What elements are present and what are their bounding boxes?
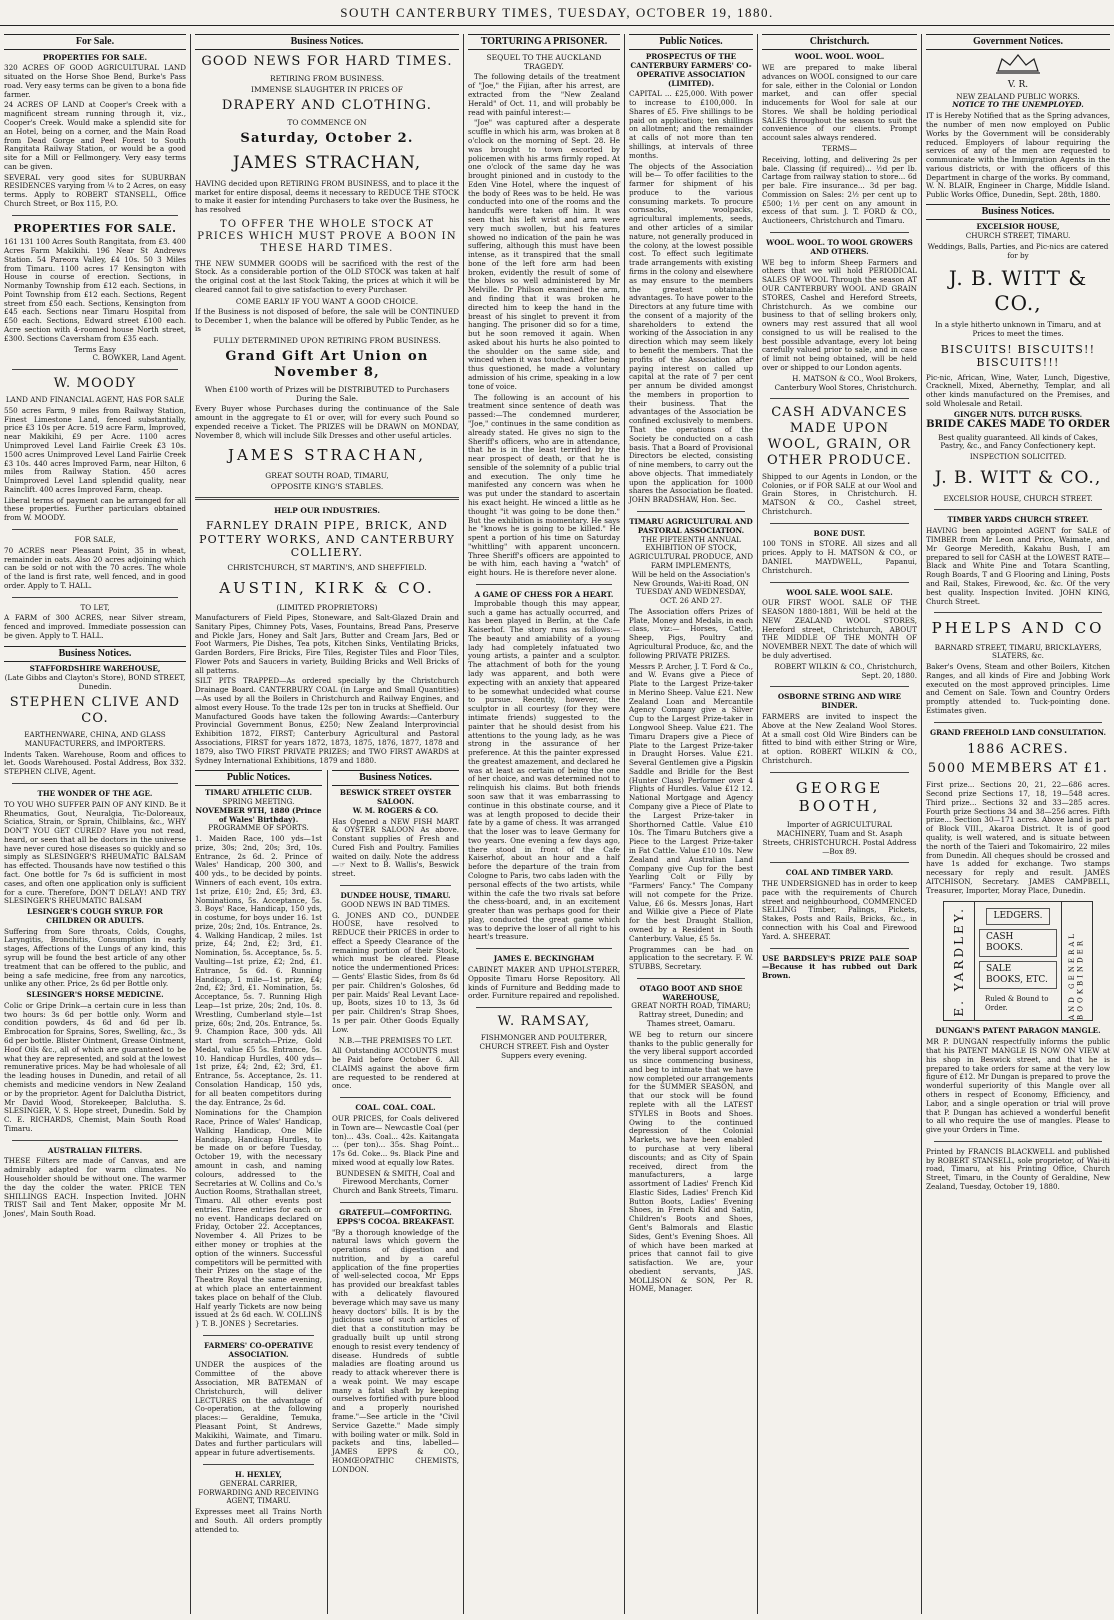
ad-subheading: EXCELSIOR HOUSE, CHURCH STREET.	[943, 493, 1093, 503]
ad-text: HAVING been appointed AGENT for SALE of TIMBER from Mr Leon and Price, Waimate, and Mr George Meredith, Kakahu Bush, I am prepared to sell for CASH at the LOWEST RATE— Black and White Pine and Totara Scantling, Rough Boards, T and G Flooring and Lining, Posts and Rail, Stakes, Firewood, &c. &c. Of the very best quality. Inspection Invited. JOHN KING, Church Street.	[926, 526, 1110, 606]
ledger-advertisement	[943, 901, 1093, 1021]
ad-heading: H. HEXLEY,	[235, 1470, 282, 1479]
section-header: Public Notices.	[629, 34, 753, 50]
ad-subheading: LAND AND FINANCIAL AGENT, HAS FOR SALE	[5, 395, 185, 405]
ad-heading: FOR SALE,	[74, 534, 116, 544]
divider	[934, 722, 1102, 723]
ad-heading: OTAGO BOOT AND SHOE WAREHOUSE,	[639, 983, 743, 1002]
ad-text: First prize... Sections 20, 21, 22—686 acres. Second prize Sections 17, 18, 19—548 acres. Third prize... Sections 32 and 33—285 acres. Fourth prize Sections 34 and 38—256 acres. Fifth prize... Section 30—171 acres. Above land is part of Block VIII., Akaroa District. It is of good quality, is well watered, and is situate between the north of the Taieri and Tokomairiro, 22 miles from Dunedin. All cheques should be crossed and have 1s added for exchange. Two stamps necessary for reply and result. JAMES AITCHISON, Secretary. JAMES CAMPBELL, Treasurer, Importer, Moray Place, Dunedin.	[926, 780, 1110, 895]
ad-text: G. JONES AND CO., DUNDEE HOUSE, have resolved to REDUCE their PRICES in order to effect a Speedy Clearance of the remaining portion of their Stock, which must be cleared. Please notice the undermentioned Prices:— Gents' Elastic Sides, from 8s 6d per pair. Children's Goloshes, 6d per pair. Maids' Real Levant Lace-up, Boots, sizes 10 to 13, 3s 6d per pair. Children's Strap Shoes, 1s per pair. Other Goods Equally Low.	[332, 910, 459, 1034]
ad-subheading: TERMS—	[822, 144, 857, 153]
ad-text: 161 131 100 Acres South Rangitata, from £3. 400 Acres Farm Makikihi. 196 Near St Andrews Station. 54 Pareora Valley, £4 10s. 50 3 Miles from Timaru. 1100 acres 17 Kensington with House in course of erection. Sections, in Normanby Township from £12 each. Sections, in Point Township from £12 each. Sections, Regent street from £50 each. Sections, Kensington from £45 each. Sections near Timaru Hospital from £50 each. Sections, Edward street £100 each. Acre section with 4-roomed house North street, £300. Sections Caversham from £35 each.	[4, 237, 186, 343]
ad-text: Shipped to our Agents in London, or the Colonies, or if FOR SALE at our Wool and Grain Stores, in Christchurch. H. MATSON & CO., Cashel street, Christchurch.	[762, 471, 917, 516]
ad-heading: J. B. WITT & CO.,	[948, 266, 1088, 315]
ad-text: TO YOU WHO SUFFER PAIN OF ANY KIND. Be it Rheumatics, Gout, Neuralgia, Tic-Doloreaux, Sciatica, Strain, or Sprain, Chilblains, &c., WHY DON'T YOU GET CURED? Have you not read, heard, or seen that all be doctors in the universe have never cured hose diseases so quickly and so simply as SLESINGER'S RHEUMATIC BALSAM has effected. Thousands have now testified o this fact. One bottle for 7s 6d is sufficient in most cases, and often one application only is sufficient for a cure. Therefore, DON'T DELAY! AND TRY SLESINGER'S RHEUMATIC BALSAM	[4, 799, 186, 906]
ad-text: Terms Easy	[74, 344, 116, 354]
ad-text: 1. Maiden Race, 100 yds—1st prize, 30s; 2nd, 20s; 3rd, 10s. Entrance, 2s 6d. 2. Prince of Wales' Handicap, 200 300, and 400 yds., to be decided by points. Winners of each event, 10s extra. 1st prize, £10; 2nd, £5; 3rd, £3. Nominations, 5s. Acceptance, 5s. 3. Boys' Race, Handicap, 150 yds, in costume, for boys under 16. 1st prize, 20s; 2nd, 10s. Entrance, 2s. 4. Walking Handicap, 2 miles. 1st prize, £4; 2nd, £2; 3rd, £1. Nomination, 5s. Acceptance, 5s. 5. Vaulting—1st prize, £2; 2nd, £1. Entrance, 5s 6d. 6. Running Handicap, 1 mile—1st prize, £4; 2nd, £2; 3rd, £1. Nomination, 5s. Acceptance, 5s. 7. Running High Leap—1st prize, 20s; 2nd, 10s. 8. Wrestling, Cumberland style—1st prize, 60s; 2nd, 20s. Entrance, 5s. 9. Champion Race, 300 yds. All start from scratch—Prize, Gold Medal, value £5 5s. Entrance, 5s. 10. Handicap Hurdles, 400 yds—1st prize, £4; 2nd, £2; 3rd, £1. Entrance, 5s. Acceptance, 2s. 11. Consolation Handicap, 150 yds, for all beaten competitors during the day. Entrance, 2s 6d.	[195, 834, 322, 1107]
divider	[340, 1097, 451, 1098]
ad-text: All Outstanding ACCOUNTS must be Paid before October 6. All CLAIMS against the above firm are requested to be rendered at once.	[332, 1046, 459, 1091]
ad-text: Messrs P. Archer, J. T. Ford & Co., and W. Evans give a Piece of Plate to the Largest Prize-taker in Merino Sheep. Value £21. New Zealand Loan and Mercantile Agency Company give a Silver Cup to the Largest Prize-taker in Longwool Sheep. Value £21. The Timaru Drapers give a Piece of Plate to the Largest Prize-taker in Draught Horses. Value £21. Several Gentlemen give a Pigskin Saddle and Bridle for the Best (Hunter Class) Performer over 4 Flights of Hurdles. Value £12 12. National Mortgage and Agency Company give a Piece of Plate to the Largest Prize-taker in Shorthorned Cattle. Value £10 10s. The Timaru Butchers give a Piece to the Largest Prize-taker in Fat Cattle. Value £10 10s. New Zealand and Australian Land Company give Cup for the best Yearling Colt or Filly by "Farmers' Fancy." The Company will not compete for the Prize. Value, £6 6s. Messrs Jonas, Hart and Wilkie give a Piece of Plate for the best Draught Stallion, owned by a Resident in South Canterbury. Value, £5 5s.	[629, 661, 753, 943]
ad-text: MR P. DUNGAN respectfully informs the public that his PATENT MANGLE IS NOW ON VIEW at his shop in Beswick street, and that he is prepared to take orders for same at the very low figure of £12. Mr Dungan is prepared to prove the wonderful superiority of this Mangle over all others in respect of Economy, Efficiency, and Labor, and a single operation or trial will prove that P. Dungan has achieved a wonderful benefit to all who require the use of mangles. Please to give your Orders in Time.	[926, 1037, 1110, 1135]
ad-signature: C. BOWKER, Land Agent.	[92, 353, 186, 363]
column-christchurch	[758, 34, 921, 1614]
ad-heading: PROPERTIES FOR SALE.	[13, 221, 177, 235]
ad-text: USE BARDSLEY'S PRIZE PALE SOAP—Because it has rubbed out Dark Brown.	[762, 953, 917, 981]
newspaper-title: SOUTH CANTERBURY TIMES, TUESDAY, OCTOBER 19, 1880.	[340, 5, 774, 21]
ad-text: Suffering from Sore throats, Colds, Coughs, Laryngitis, Bronchitis, Consumption in early stages, Affections of the Lungs of any kind, this syrup will be found the best article of any other treatment that can be offered to the public, and being a safe medicine, free from any narcotics, unlike any other. Price, 2s 6d per Bottle only.	[4, 926, 186, 989]
ad-text: 24 ACRES OF LAND at Cooper's Creek with a magnificent stream running through it, viz., Cooper's Creek. Would make a splendid site for an Hotel, being on a corner, and the Main Road from Dead Gorge and Peel Forest to South Rangitata Railway Station, or would be a good site for a Mill or Fellmongery. Very easy terms can be given.	[4, 100, 186, 171]
ad-text: Expresses meet all Trains North and South. All orders promptly attended to.	[195, 1507, 322, 1534]
ad-heading: WOOL SALE. WOOL SALE.	[786, 587, 893, 597]
ad-subheading: When £100 worth of Prizes will be DISTRIBUTED to Purchasers During the Sale.	[204, 385, 450, 404]
ad-text: THE NEW SUMMER GOODS will be sacrificed with the rest of the Stock. As a considerable portion of the OLD STOCK was taken at half the original cost at the last Stock Taking, the prices at which it will be cleared cannot fail to give satisfaction to every Purchaser.	[195, 258, 459, 294]
ad-heading: GRAND FREEHOLD LAND CONSULTATION.	[930, 727, 1106, 737]
divider	[12, 1140, 178, 1141]
ad-text: FISHMONGER AND POULTERER, CHURCH STREET. Fish and Oyster Suppers every evening.	[479, 1033, 609, 1060]
ad-heading: FARNLEY DRAIN PIPE, BRICK, AND POTTERY WORKS, AND CANTERBURY COLLIERY.	[199, 519, 455, 560]
ad-subheading: GREAT SOUTH ROAD, TIMARU,	[265, 470, 389, 480]
divider	[637, 978, 745, 979]
column-business-notices	[328, 770, 463, 1614]
divider	[12, 529, 178, 530]
ad-text: Manufacturers of Field Pipes, Stoneware, and Salt-Glazed Drain and Sanitary Pipes, Chimney Pots, Vases, Fountains, Bread Pans, Preserve and Pickle Jars, Honey and Salt Jars, Butter and Cream Jars, Bed or Foot Warmers, Pie Dishes, Tea pots, Kitchen Sinks, Ventilating Bricks, Garden Borders, Fire Bricks, Fire Tiles, Register Tiles and Floor Tiles, Flower Pots and Saucers in variety, Building Bricks and Well Bricks of all patterns.	[195, 613, 459, 675]
ad-text: Every Buyer whose Purchases during the continuance of the Sale amount in the aggregate to £1 or over, will for every such Pound so expended receive a Ticket. The PRIZES will be DRAWN on MONDAY, November 8, which will include Silk Dresses and other useful articles.	[195, 404, 459, 440]
ledger-vertical-text: E. YARDLEY.	[951, 906, 966, 1017]
ad-heading: STEPHEN CLIVE AND CO.	[9, 695, 181, 727]
crown-icon	[988, 53, 1048, 75]
divider	[476, 948, 612, 949]
article-paragraph: The following details of the treatment of "Joe," the Fijian, after his arrest, are extracted from the "New Zealand Herald" of Oct. 11, and will probably be read with painful interest:—	[468, 72, 620, 117]
ad-text: Programmes can be had on application to the secretary. F. W. STUBBS, Secretary.	[629, 944, 753, 972]
ad-subheading: Will be held on the Association's New Grounds, Wai-iti Road, ON TUESDAY AND WEDNESDAY, OCT. 26 AND 27.	[631, 569, 751, 606]
column-strachan	[191, 34, 463, 769]
ad-text: CAPITAL ... £25,000. With power to increase to £100,000. In Shares of £5. Five shillings to be paid on application; ten shillings on allotment; and the remainder at calls of not more than ten shillings, at intervals of three months.	[629, 89, 753, 160]
ad-subheading: IMMENSE SLAUGHTER IN PRICES OF	[251, 85, 403, 95]
ad-signature: H. MATSON & CO., Wool Brokers, Canterbury Wool Stores, Christchurch.	[774, 373, 917, 392]
ad-text: Pic-nic, African, Wine, Water, Lunch, Digestive, Cracknell, Mixed, Abernethy, Templar, and all other kinds manufactured on the Premises, and sold Wholesale and Retail.	[926, 372, 1110, 408]
ad-subheading: N.B.—THE PREMISES TO LET.	[338, 1035, 453, 1045]
ad-heading: COAL. COAL. COAL.	[355, 1103, 436, 1113]
ad-subheading: BARNARD STREET, TIMARU, BRICKLAYERS, SLATERS, &c.	[934, 642, 1102, 661]
royal-crest-icon	[926, 53, 1110, 90]
ad-text: OUR PRICES, for Coals delivered in Town are— Newcastle Coal (per ton)... 43s. Coal... 42s. Kaitangata ... (per ton)... 35s. Shag Point... 17s 6d. Coke... 9s. Black Pine and mixed wood at equally low Rates.	[332, 1113, 459, 1167]
ad-text: Importer of AGRICULTURAL MACHINERY, Tuam and St. Asaph Streets, CHRISTCHURCH. Postal Address—Box 89.	[762, 820, 917, 856]
ledger-label: SALE BOOKS, ETC.	[979, 961, 1057, 989]
ad-heading: Saturday, October 2.	[240, 131, 414, 147]
ad-text: THESE Filters are made of Canvas, and are admirably adapted for warm climates. No Householder should be without one. The warmer the day the colder the water. PRICE TEN SHILLINGS EACH. Inspection Invited. JOHN TRIST Sail and Tent Maker, opposite Mr M. Jones', Main South Road.	[4, 1156, 186, 1219]
ad-heading: W. RAMSAY,	[497, 1014, 591, 1030]
ad-heading: BESWICK STREET OYSTER SALOON.	[339, 788, 452, 806]
ad-text: IT is Hereby Notified that as the Spring advances, the number of men now employed on Public Works by the Government will be considerably reduced. Employers of labour requiring the services of any of the men are requested to communicate with the Immigration Agents in the various districts, or with the officers of this Department in charge of the works. By command, W. N. BLAIR, Engineer in Charge, Middle Island. Public Works Office, Dunedin, Sept. 28th, 1880.	[926, 111, 1110, 200]
ad-heading: 5000 MEMBERS AT £1.	[927, 761, 1109, 777]
ad-text: UNDER the auspices of the Committee of the above Association, MR BATEMAN of Christchurch, will deliver LECTURES on the advantage of Co-operation, at the following places:— Geraldine, Temuka, Pleasant Point, St Andrews, Makikihi, Waimate, and Timaru. Dates and further particulars will appear in future advertisements.	[195, 1360, 322, 1458]
ad-heading: HELP OUR INDUSTRIES.	[274, 506, 380, 516]
ad-text: Nominations for the Champion Race, Prince of Wales' Handicap, Walking Handicap, One Mile Handicap, Handicap Hurdles, to be made on or before Tuesday, October 19, with the necessary amount in cash, and naming colours, addressed to the Secretaries at W. Collins and Co.'s Auction Rooms, Strathallan street, Timaru. All other events post entries. Three entries for each or no event. Handicaps declared on Friday, October 22. Acceptances, November 4. All Prizes to be either money or trophies at the option of the winners. Successful competitors will be permitted with their Prizes on the stage of the Theatre Royal the same evening, at which place an entertainment takes place on behalf of the Club. Half yearly Tickets are now being issued at 2s 6d each. W. COLLINS } T. B. JONES } Secretaries.	[195, 1108, 322, 1329]
ad-text: WE are prepared to make liberal advances on WOOL consigned to our care for sale, either in the Colonial or London market, and can offer special inducements for Wool for sale at our Stores. We shall be holding periodical SALES throughout the season to suit the convenience of our clients. Prompt account sales always rendered.	[762, 62, 917, 143]
section-header: Christchurch.	[762, 34, 917, 50]
article-headline: A GAME OF CHESS FOR A HEART.	[474, 590, 614, 599]
article-paragraph: The following is an account of his treatment since sentence of death was passed:—The condemned murderer, "Joe," continues in the same condition as already stated. He gives no sign to the Sheriff's officers, who are in attendance, that he is in the least terrified by the near prospect of death, or that he is sensible of the solemnity of a public trial and execution. The only time he manifested any concern was when he was put under the standard to ascertain his exact height. He winced a little as he thought "it was going to be done then." But the exhibition is momentary. He says he "knows he is going to be killed." He spent a portion of his time on Saturday "whittling" with apparent unconcern. Three Sheriff's officers are appointed to be with him, each having a "watch" of eight hours. He is therefore never alone.	[468, 392, 620, 578]
column-article	[464, 34, 624, 1614]
column-public-notices-2	[625, 34, 757, 1614]
divider	[12, 369, 178, 370]
ad-subheading: (LIMITED PROPRIETORS)	[276, 602, 378, 612]
ad-text: 100 TONS in STORE. All sizes and all prices. Apply to H. MATSON & CO., or DANIEL MAYDWELL, Papanui, Christchurch.	[762, 539, 917, 575]
ad-text: SILT PITS TRAPPED—As ordered specially by the Christchurch Drainage Board. CANTERBURY COAL (in Large and Small Quantities)—As used by all the Boilers in Christchurch and Railway Engines, and almost every House. To the trade 12s per ton in trucks at Sheffield. Our Manufactured Goods have taken the following Awards:—Canterbury Provincial Government Bonus, £250; New Zealand Interprovincial Exhibition 1872, FIRST; Canterbury Agricultural and Pastoral Associations, FIRST for years 1872, 1873, 1875, 1876, 1877, 1878 and 1879, also TWO FIRST PRIVATE PRIZES; and TWO FIRST AWARDS at Sydney International Exhibitions, 1879 and 1880.	[195, 676, 459, 765]
ad-heading: JAMES E. BECKINGHAM	[493, 954, 595, 964]
ad-text: WE beg to inform Sheep Farmers and others that we will hold PERIODICAL SALES OF WOOL Through the season AT OUR CANTERBURY WOOL AND GRAIN STORES, Cashel and Hereford Streets, Christchurch. As we combine our business to that of selling brokers only, owners may rest assured that all wool consigned to us will be realised to the best possible advantage, every lot being carefully valued prior to sale, and in case of limit not being obtained, will be held over or shipped to our London agents.	[762, 257, 917, 372]
ad-heading: SLESINGER'S HORSE MEDICINE.	[26, 990, 164, 1000]
column-for-sale	[0, 34, 190, 1614]
ad-text: Baker's Ovens, Steam and other Boilers, Kitchen Ranges, and all kinds of Fire and Jobbing Work executed on the most approved principles. Lime and Cement on Sale. Town and Country Orders promptly attended to. Tuck-pointing done. Estimates given.	[926, 662, 1110, 716]
article-paragraph: "Joe" was captured after a desperate scuffle in which his arm, was broken at 8 o'clock on the morning of Sept. 28. He was brought to town escorted by policemen with his arms firmly roped. At one o'clock of the same day he was brought pinioned and in custody to the Eden Vine Hotel, where the inquest of the body of Rees was to be held. He was conducted into one of the rooms and the handcuffs were taken off him. It was seen that his left wrist and arm were very much swollen, but his features showed no indication of the pain he was suffering, although this must have been intense, as it transpired that the small bone of the left fore arm had been broken, evidently the result of some of the blows so well administered by Mr Melville. Dr Philson examined the arm, and finding that it was broken he directed him to keep the hand in the breast of his singlet to prevent it from hanging. The prisoner did so for a time, but he soon removed it again. When asked about his hurts he also pointed to the shoulder on the same side, and winced when it was touched. After being thus questioned, he made a voluntary admission of his crime, speaking in a low tone of voice.	[468, 118, 620, 391]
ad-subheading: TO COMMENCE ON	[287, 118, 367, 128]
ad-heading: PROPERTIES FOR SALE.	[42, 53, 148, 63]
article-paragraph: Improbable though this may appear, such a game has actually occurred, and has been played in Berlin, at the Cafe Kaiserhof. The story runs as follows:—The beauty and amiability of a young lady had completely infatuated two young artists, a painter and a sculptor. The attachment of both for the young lady was apparent, and both were expecting with an anxiety that appeared to be somewhat undecided what course to pursue. Recently, however, the sculptor in all courtesy (for they were intimate friends) suggested to the painter that he should desist from his attentions to the young lady, as he was strong in the assurance of her preference. At this the painter expressed the greatest amazement, and declared he was at least as certain of being the one of her choice, and was determined not to relinquish his claims. But both friends soon saw that it was embarrassing to continue in this obstinate course, and it was at length proposed to decide their fate by a game of chess. It was arranged that the loser was to leave Germany for two years. One evening a few days ago, there stood in front of the Cafe Kaiserhof, about an hour and a half before the departure of the train from Cologne to Paris, two cabs laden with the personal effects of the two artists, while within the cafe the two rivals sat before the chess-board, and, in an excitement greater than was perhaps good for their play, conducted the great game which was to deprive the loser of all right to his heart's treasure.	[468, 598, 620, 942]
ad-text: Best quality guaranteed. All kinds of Cakes, Pastry, &c., and Fancy Confectionery kept.	[938, 432, 1098, 451]
divider	[476, 584, 612, 585]
ad-heading: GEORGE BOOTH,	[795, 778, 884, 815]
ad-subheading: CHURCH STREET, TIMARU.	[965, 231, 1071, 241]
ledger-vertical-text: AND GENERAL BOOKBINDER	[1068, 931, 1085, 1021]
ad-heading: BONE DUST.	[813, 528, 866, 538]
ad-subheading: THE FIFTEENTH ANNUAL EXHIBITION OF STOCK, AGRICULTURAL PRODUCE, AND FARM IMPLEMENTS,	[629, 534, 753, 570]
ad-subheading: SPRING MEETING.	[222, 796, 295, 806]
ledger-label: Ruled & Bound to Order.	[985, 995, 1049, 1012]
ad-subheading: GOOD NEWS IN BAD TIMES.	[341, 899, 450, 909]
ad-subheading: PROGRAMME OF SPORTS.	[208, 823, 309, 833]
ad-heading: GINGER NUTS. DUTCH RUSKS.	[953, 409, 1083, 419]
crest-label: V. R.	[1007, 79, 1029, 90]
section-header: Business Notices.	[4, 646, 186, 662]
ad-text: Liberal terms of payment can be arranged for all these properties. Further particulars obtained from W. MOODY.	[4, 495, 186, 523]
ad-subheading: GREAT NORTH ROAD, TIMARU; Rattray street, Dunedin; and Thames street, Oamaru.	[631, 1001, 751, 1028]
divider	[476, 1007, 612, 1008]
ad-heading: TO LET,	[80, 602, 110, 612]
article-headline: TORTURING A PRISONER.	[468, 34, 620, 50]
divider	[770, 862, 909, 863]
section-header: Government Notices.	[926, 34, 1110, 50]
ad-heading: THE WONDER OF THE AGE.	[37, 788, 153, 798]
ad-heading: J. B. WITT & CO.,	[934, 467, 1102, 488]
ad-heading: BRIDE CAKES MADE TO ORDER	[926, 419, 1110, 431]
ad-text: If the Business is not disposed of before, the sale will be CONTINUED to December 1, when the balance will be offered by Public Tender, as he is	[195, 306, 459, 334]
ad-heading: NOTICE TO THE UNEMPLOYED.	[952, 100, 1084, 110]
section-header: Business Notices.	[926, 204, 1110, 220]
divider	[12, 783, 178, 784]
divider	[934, 1141, 1102, 1142]
ad-heading: TIMARU ATHLETIC CLUB.	[204, 788, 312, 798]
article-subheadline: SEQUEL TO THE AUCKLAND TRAGEDY.	[486, 53, 602, 72]
ad-heading: DUNGAN'S PATENT PARAGON MANGLE.	[935, 1026, 1101, 1036]
ad-text: SEVERAL very good sites for SUBURBAN RESIDENCES varying from ¼ to 2 Acres, on easy terms. Apply to ROBERT STANSELL, Office Church Street, or Box 115, P.O.	[4, 172, 186, 209]
divider	[203, 1464, 314, 1465]
ad-subheading: OPPOSITE KING'S STABLES.	[270, 481, 384, 491]
divider	[770, 948, 909, 949]
divider	[637, 511, 745, 512]
ad-heading: CASH ADVANCES MADE UPON WOOL, GRAIN, OR OTHER PRODUCE.	[766, 405, 913, 468]
ledger-label: CASH BOOKS.	[979, 929, 1057, 957]
ad-heading: JAMES STRACHAN,	[228, 446, 426, 465]
divider	[770, 232, 909, 233]
divider	[195, 497, 459, 500]
ad-heading: FARMERS' CO-OPERATIVE ASSOCIATION.	[204, 1340, 313, 1359]
ad-text: The objects of the Association will be— To offer facilities to the farmer for shipment of his produce to the various consuming markets. To procure cornsacks, woolpacks, agricultural implements, seeds, and other articles of a similar nature, not generally produced in the colony, at the lowest possible cost. To effect such legitimate trade arrangements with existing firms in the colony and elsewhere as may ensure to the members the greatest obtainable advantages. To have power to the Directors at any future time with the consent of a majority of the shareholders to extend the working of the Association in any direction which may seem likely to benefit the members. That the profits of the Association after paying interest on called up capital at the rate of 7 per cent per annum be divided amongst the members in proportion to their business. That the advantages of the Association be confined exclusively to members. That the operations of the Society be conducted on a cash basis. That a Board of Provisional Directors be elected, consisting of nine members, to carry out the above objects. That immediately upon the application for 1000 shares the Association be floated. JOHN BRADSHAW, Hon. Sec.	[629, 161, 753, 505]
ad-heading: DRAPERY AND CLOTHING.	[221, 98, 433, 114]
ad-text: Weddings, Balls, Parties, and Pic-nics are catered for by	[927, 241, 1109, 260]
ad-text: Indents Taken. Warehouse, Room and offices to let. Goods Warehoused. Postal Address, Box 332. STEPHEN CLIVE, Agent.	[4, 749, 186, 777]
ad-heading: WOOL. WOOL. TO WOOL GROWERS AND OTHERS.	[766, 238, 913, 256]
ad-heading: AUSTRALIAN FILTERS.	[47, 1145, 143, 1155]
divider	[770, 523, 909, 524]
divider	[770, 582, 909, 583]
ledger-side-left	[944, 902, 974, 1020]
ad-heading: JAMES STRACHAN,	[232, 153, 422, 174]
masthead	[0, 0, 1114, 26]
divider	[770, 686, 909, 687]
ad-heading: TIMBER YARDS CHURCH STREET.	[947, 515, 1089, 525]
ad-text: FARMERS are invited to inspect the Above at the New Zealand Wool Stores. At a small cost Old Wire Binders can be fitted to bind with either String or Wire, at option. ROBERT WILKIN & CO., Christchurch.	[762, 711, 917, 765]
ad-subheading: CHRISTCHURCH, ST MARTIN'S, AND SHEFFIELD.	[227, 563, 427, 573]
ad-subheading: EARTHENWARE, CHINA, AND GLASS MANUFACTURERS, and IMPORTERS.	[24, 730, 166, 748]
divider	[203, 1335, 314, 1336]
ad-text: WE beg to return our sincere thanks to the public generally for the very liberal support accorded us since commencing business, and beg to intimate that we have now completed our arrangements for the SUMMER SEASON, and that our stock will be found replete with all the LATEST STYLES in Boots and Shoes. Owing to the continued depression of the Colonial Markets, we have been enabled to purchase at very liberal discounts; and as City of Spain received, direct from the manufacturers, a large assortment of Ladies' French Kid Elastic Sides, Ladies' French Kid Button Boots, Ladies' Evening Shoes, in French Kid and Satin, Children's Boots and Shoes, Gent's Balmorals and Elastic Sides, Gent's Evening Shoes. All of which have been marked at prices that cannot fail to give satisfaction. We are, your obedient servants, JAS. MOLLISON & SON, Per R. HOME, Manager.	[629, 1029, 753, 1294]
divider	[340, 1202, 451, 1203]
ad-heading: DUNDEE HOUSE, TIMARU.	[340, 891, 451, 900]
ad-heading: PHELPS AND CO	[931, 619, 1105, 638]
ad-text: Has Opened a NEW FISH MART & OYSTER SALOON As above. Constant supplies of Fresh and Cured Fish and Poultry. Families waited on daily. Note the address—☞ Next to B. Wallis's, Beswick street.	[332, 816, 459, 879]
ad-heading: BISCUITS! BISCUITS!! BISCUITS!!!	[940, 342, 1096, 370]
ledger-side-right	[1062, 902, 1092, 1020]
ad-text: 550 acres Farm, 9 miles from Railway Station, Finest Limestone Land, fenced substantially, price £3 10s per Acre. 519 acre Farm, Improved, near Makikihi, £9 per Acre. 1100 acres Unimproved Level Land Fairlie Creek £3 10s. 1500 acres Unimproved Level Land Fairlie Creek £3 10s. 440 acres Improved Farm, near Hilton, 6 miles from Railway Station. 450 acres Unimproved Level Land splendid quality, near Rainclift. 400 acres Improved Farm, cheap.	[4, 405, 186, 494]
ad-heading: PROSPECTUS OF THE CANTERBURY FARMERS' CO-OPERATIVE ASSOCIATION (LIMITED).	[630, 52, 752, 88]
divider	[770, 398, 909, 399]
divider	[934, 612, 1102, 613]
column-public-notices	[191, 770, 326, 1614]
ad-text: THE UNDERSIGNED has in order to keep pace with the requirements of Church street and neighbourhood, COMMENCED SELLING Timber, Palings, Pickets, Stakes, Posts and Rails, Bricks, &c., in connection with his Coal and Firewood Yard. A. SHEERAT.	[762, 879, 917, 941]
ad-heading: OSBORNE STRING AND WIRE BINDER.	[777, 692, 902, 711]
ad-subheading: (Late Gibbs and Clayton's Store), BOND STREET, Dunedin.	[4, 672, 186, 691]
ad-text: In a style hitherto unknown in Timaru, and at Prices to meet the times.	[934, 320, 1102, 338]
column-government	[922, 34, 1114, 1614]
ad-heading: TO OFFER THE WHOLE STOCK AT PRICES WHICH MUST PROVE A BOON IN THESE HARD TIMES.	[197, 219, 457, 255]
ad-subheading: FULLY DETERMINED UPON RETIRING FROM BUSINESS.	[213, 336, 441, 346]
section-header: For Sale.	[4, 34, 186, 50]
ad-heading: AUSTIN, KIRK & CO.	[219, 578, 435, 597]
ad-heading: EXCELSIOR HOUSE,	[976, 222, 1060, 232]
ad-signature: ROBERT WILKIN & CO., Christchurch, Sept. 20, 1880.	[774, 661, 917, 680]
ad-text: HAVING decided upon RETIRING FROM BUSINESS, and to place it the market for entire disposal, deems it necessary to REDUCE THE STOCK to make it easier for intending Purchasers to take over the Business, he has resolved	[195, 178, 459, 215]
ad-heading: W. M. ROGERS & CO.	[352, 805, 439, 815]
ad-subheading: GENERAL CARRIER, FORWARDING AND RECEIVING AGENT, TIMARU.	[198, 1478, 319, 1506]
ad-heading: GRATEFUL—COMFORTING. EPPS'S COCOA. BREAKFAST.	[336, 1208, 455, 1226]
ad-subheading: INSPECTION SOLICITED.	[969, 452, 1067, 462]
ad-text: CABINET MAKER AND UPHOLSTERER, Opposite Timaru Horse Repository. All kinds of Furniture and Bedding made to order. Furniture repaired and repolished.	[468, 965, 620, 1001]
ad-text: Receiving, lotting, and delivering 2s per bale. Classing (if required)... ½d per lb. Cartage from railway station to store... 6d per bale. Fire insurance... 3d per bag. Commission on Sales: 2½ per cent up to £500; 1½ per cent on any amount in excess of that sum. J. T. FORD & CO., Auctioneers, Christchurch and Timaru.	[762, 154, 917, 226]
section-header: Public Notices.	[195, 770, 322, 786]
ad-heading: W. MOODY	[53, 376, 137, 392]
ad-text: "By a thorough knowledge of the natural laws which govern the operations of digestion and nutrition, and by a careful application of the fine properties of well-selected cocoa, Mr Epps has provided our breakfast tables with a delicately flavoured beverage which may save us many heavy doctors' bills. It is by the judicious use of such articles of diet that a constitution may be gradually built up until strong enough to resist every tendency of disease. Hundreds of subtle maladies are floating around us ready to attack wherever there is a weak point. We may escape many a fatal shaft by keeping ourselves fortified with pure blood and a properly nourished frame."—See article in the "Civil Service Gazette." Made simply with boiling water or milk. Sold in packets and tins, labelled— JAMES EPPS & CO., HOMŒOPATHIC CHEMISTS, LONDON.	[332, 1227, 459, 1474]
ad-heading: NEW ZEALAND PUBLIC WORKS.	[956, 91, 1080, 101]
section-header: Business Notices.	[332, 770, 459, 786]
ad-text: The Association offers Prizes of Plate, Money and Medals, in each class, viz:— Horses, Cattle, Sheep, Pigs, Poultry and Agricultural Produce, &c, and the following PRIVATE PRIZES.	[629, 606, 753, 660]
ad-subheading: COME EARLY IF YOU WANT A GOOD CHOICE.	[235, 296, 419, 306]
ad-heading: WOOL. WOOL. WOOL.	[794, 52, 885, 62]
ad-text: 320 ACRES OF GOOD AGRICULTURAL LAND situated on the Horse Shoe Bend, Burke's Pass road. Very easy terms can be given to a bona fide farmer.	[4, 63, 186, 99]
ad-text: A FARM of 300 ACRES, near Silver stream, fenced and improved. Immediate possession can be given. Apply to T. HALL.	[4, 613, 186, 640]
divider	[12, 215, 178, 216]
ad-subheading: BUNDESEN & SMITH, Coal and Firewood Merchants, Corner Church and Bank Streets, Timaru.	[332, 1168, 459, 1196]
ad-text: OUR FIRST WOOL SALE OF THE SEASON 1880-1881, Will be held at the NEW ZEALAND WOOL STORES, Hereford street, Christchurch, ABOUT THE MIDDLE OF THE MONTH OF NOVEMBER NEXT. The date of which will be duly advertised.	[762, 598, 917, 661]
ad-text: Colic or Gripe Drink—a certain cure in less than two hours: 3s 6d per bottle only. Worm and condition powders, 4s 6d and 6d per lb. Embrocation for Sprains, Sores, Swelling, &c., 3s 6d per bottle. Blister Ointment, Grease Ointment, Hoof Oils &c., all of which are guaranteed to be what they are represented, and sold at the lowest remunerative prices. May be had wholesale of all the leading houses in Dunedin, and retail of all chemists and medicine vendors in New Zealand or by the proprietor. Agent for Dalclutha District, Mr David Wood, Storekeeper, Balclutha. S. SLESINGER, V. S. Hope street, Dunedin. Sold by C. E. RICHARDS, Chemist, Main South Road Timaru.	[4, 1000, 186, 1133]
printer-imprint: Printed by FRANCIS BLACKWELL and published by ROBERT STANSELL, sole proprietor, of Wai-iti road, Timaru, at his Printing Office, Church Street, Timaru, in the County of Geraldine, New Zealand, Tuesday, October 19, 1880.	[926, 1146, 1110, 1191]
ad-heading: LESINGER'S COUGH SYRUP. FOR CHILDREN OR ADULTS.	[27, 907, 163, 925]
ad-heading: GOOD NEWS FOR HARD TIMES.	[201, 54, 453, 70]
ad-heading: STAFFORDSHIRE WAREHOUSE,	[29, 663, 161, 673]
divider	[934, 509, 1102, 510]
ad-heading: 1886 ACRES.	[967, 741, 1069, 757]
ledger-label: LEDGERS.	[986, 908, 1049, 925]
divider	[770, 772, 909, 773]
ledger-book-panel	[974, 902, 1062, 1020]
ad-heading: TIMARU AGRICULTURAL AND PASTORAL ASSOCIATION.	[629, 517, 753, 535]
ad-heading: COAL AND TIMBER YARD.	[785, 868, 894, 878]
ad-subheading: RETIRING FROM BUSINESS.	[270, 74, 384, 84]
ad-text: 70 ACRES near Pleasant Point, 35 in wheat, remainder in oats. Also 20 acres adjoining which can be sold or not with the 70 acres. The whole of the land is first rate, well fenced, and in good order. Apply to T. HALL.	[4, 545, 186, 590]
section-header: Business Notices.	[195, 34, 459, 50]
divider	[12, 597, 178, 598]
divider	[340, 885, 451, 886]
ad-heading: Grand Gift Art Union on November 8,	[225, 349, 429, 381]
ad-subheading: NOVEMBER 9TH, 1880 (Prince of Wales' Birthday).	[195, 805, 322, 824]
